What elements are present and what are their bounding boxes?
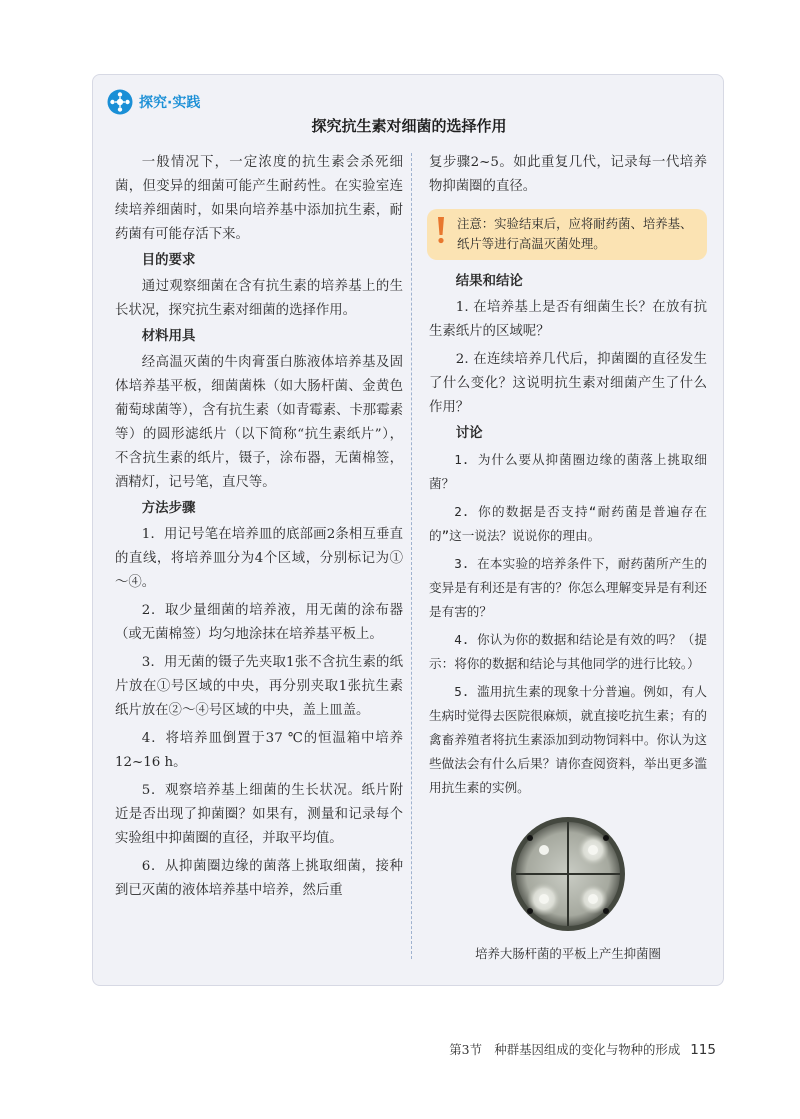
- petri-dish-figure: [429, 816, 707, 962]
- step-6-continued: 复步骤2~5。如此重复几代，记录每一代培养物抑菌圈的直径。: [429, 155, 707, 194]
- right-column: [429, 151, 707, 962]
- step-1: 1．用记号笔在培养皿的底部画2条相互垂直的直线，将培养皿分为4个区域，分别标记为①～④。: [115, 527, 403, 590]
- discussion-4: 4. 你认为你的数据和结论是有效的吗？（提示：将你的数据和结论与其他同学的进行比较。）: [429, 632, 707, 671]
- materials-paragraph: 经高温灭菌的牛肉膏蛋白胨液体培养基及固体培养基平板，细菌菌株（如大肠杆菌、金黄色葡萄球菌等），含有抗生素（如青霉素、卡那霉素等）的圆形滤纸片（以下简称“抗生素纸片”），不含抗生素的纸片，镊子，涂布器，无菌棉签，酒精灯，记号笔，直尺等。: [115, 355, 403, 490]
- safety-note: [427, 209, 707, 260]
- inquiry-panel: [92, 74, 724, 986]
- step-4: 4．将培养皿倒置于37 ℃的恒温箱中培养12~16 h。: [115, 731, 403, 770]
- page-footer: [449, 1040, 716, 1058]
- page-number: 115: [690, 1042, 716, 1058]
- purpose-paragraph: 通过观察细菌在含有抗生素的培养基上的生长状况，探究抗生素对细菌的选择作用。: [115, 279, 403, 318]
- heading-results: 结果和结论: [455, 274, 523, 289]
- step-3: 3．用无菌的镊子先夹取1张不含抗生素的纸片放在①号区域的中央，再分别夹取1张抗生素纸片放在②～④号区域的中央，盖上皿盖。: [115, 655, 403, 718]
- discussion-5: 5. 滥用抗生素的现象十分普遍。例如，有人生病时觉得去医院很麻烦，就直接吃抗生素；有的禽畜养殖者将抗生素添加到动物饲料中。你认为这些做法会有什么后果？请你查阅资料，举出更多滥用抗生素的实例。: [429, 684, 707, 795]
- heading-purpose: 目的要求: [141, 253, 196, 268]
- activity-title: 探究抗生素对细菌的选择作用: [311, 117, 507, 135]
- result-question-1: 1. 在培养基上是否有细菌生长？在放有抗生素纸片的区域呢？: [429, 300, 707, 339]
- step-5: 5．观察培养基上细菌的生长状况。纸片附近是否出现了抑菌圈？如果有，测量和记录每个实验组中抑菌圈的直径，并取平均值。: [115, 783, 403, 846]
- note-text: 注意：实验结束后，应将耐药菌、培养基、纸片等进行高温灭菌处理。: [457, 216, 693, 251]
- left-column: [115, 151, 403, 903]
- discussion-3: 3. 在本实验的培养条件下，耐药菌所产生的变异是有利还是有害的？你怎么理解变异是有利还是有害的？: [429, 556, 707, 619]
- heading-materials: 材料用具: [141, 329, 196, 344]
- heading-discussion: 讨论: [455, 426, 483, 441]
- footer-section-title: 第3节 种群基因组成的变化与物种的形成: [449, 1042, 681, 1057]
- column-divider: [411, 153, 412, 959]
- petri-dish-photo: [510, 816, 626, 932]
- section-badge: [107, 89, 200, 115]
- step-2: 2．取少量细菌的培养液，用无菌的涂布器（或无菌棉签）均匀地涂抹在培养基平板上。: [115, 603, 403, 642]
- molecule-icon: [107, 89, 133, 115]
- discussion-2: 2. 你的数据是否支持“耐药菌是普遍存在的”这一说法？说说你的理由。: [429, 504, 707, 543]
- figure-caption: 培养大肠杆菌的平板上产生抑菌圈: [475, 946, 661, 961]
- step-6: 6．从抑菌圈边缘的菌落上挑取细菌，接种到已灭菌的液体培养基中培养，然后重: [115, 859, 403, 898]
- intro-paragraph: 一般情况下，一定浓度的抗生素会杀死细菌，但变异的细菌可能产生耐药性。在实验室连续培养细菌时，如果向培养基中添加抗生素，耐药菌有可能存活下来。: [115, 155, 403, 242]
- heading-steps: 方法步骤: [141, 501, 196, 516]
- discussion-1: 1. 为什么要从抑菌圈边缘的菌落上挑取细菌？: [429, 452, 707, 491]
- badge-label: 探究·实践: [139, 95, 201, 111]
- result-question-2: 2. 在连续培养几代后，抑菌圈的直径发生了什么变化？这说明抗生素对细菌产生了什么作用？: [429, 352, 707, 415]
- exclamation-icon: [435, 215, 447, 245]
